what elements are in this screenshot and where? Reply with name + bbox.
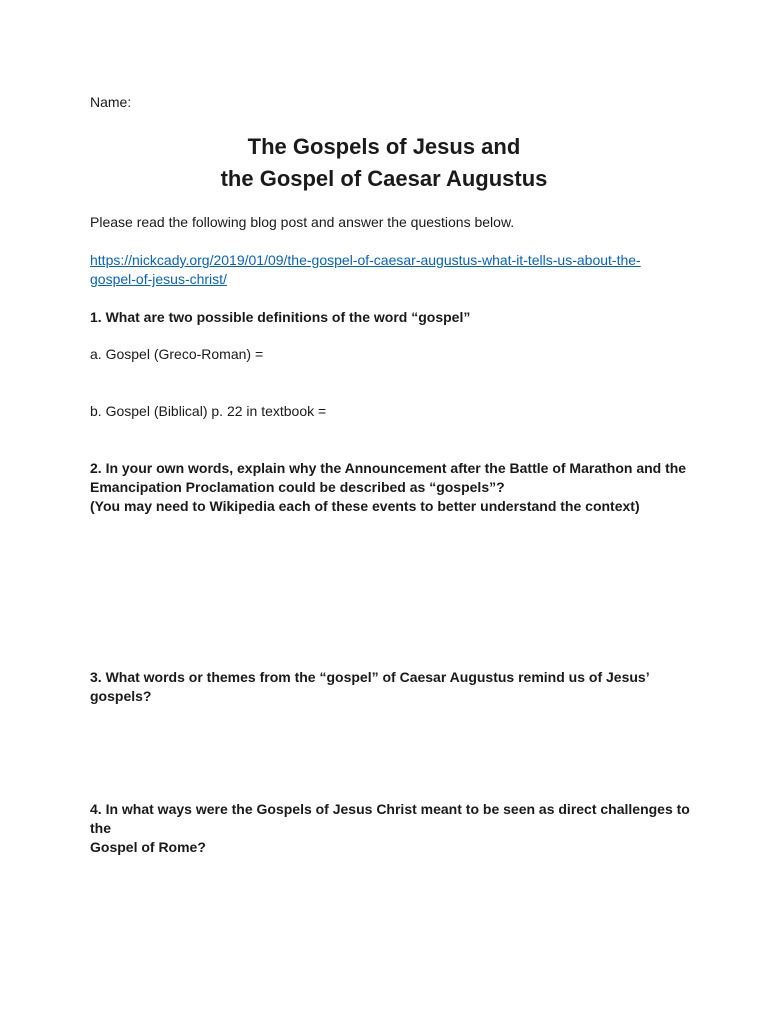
title-line-1: The Gospels of Jesus and (247, 134, 521, 159)
question-3: 3. What words or themes from the “gospel” of Caesar Augustus remind us of Jesus’ gospels? (90, 669, 649, 704)
blog-post-link-line-1: https://nickcady.org/2019/01/09/the-gospel-of-caesar-augustus-what-it-tells-us-about-the- (90, 252, 641, 268)
question-2-line-1: 2. In your own words, explain why the Announcement after the Battle of Marathon and the (90, 460, 687, 476)
intro-text: Please read the following blog post and answer the questions below. (90, 214, 515, 230)
question-1: 1. What are two possible definitions of the word “gospel” (90, 309, 471, 325)
question-4-line-1: 4. In what ways were the Gospels of Jesus Christ meant to be seen as direct challenges to the (90, 801, 690, 836)
blog-post-link[interactable] (90, 251, 665, 289)
question-2-line-2: Emancipation Proclamation could be described as “gospels”? (90, 479, 505, 495)
question-1b: b. Gospel (Biblical) p. 22 in textbook = (90, 403, 327, 419)
question-1a: a. Gospel (Greco-Roman) = (90, 346, 264, 362)
question-4-line-2: Gospel of Rome? (90, 839, 206, 855)
question-4 (90, 800, 690, 857)
title-line-2: the Gospel of Caesar Augustus (220, 166, 548, 191)
name-label: Name: (90, 94, 132, 110)
blog-post-link-line-2: gospel-of-jesus-christ/ (90, 271, 227, 287)
question-2 (90, 459, 690, 516)
question-2-line-3: (You may need to Wikipedia each of these events to better understand the context) (90, 498, 640, 514)
